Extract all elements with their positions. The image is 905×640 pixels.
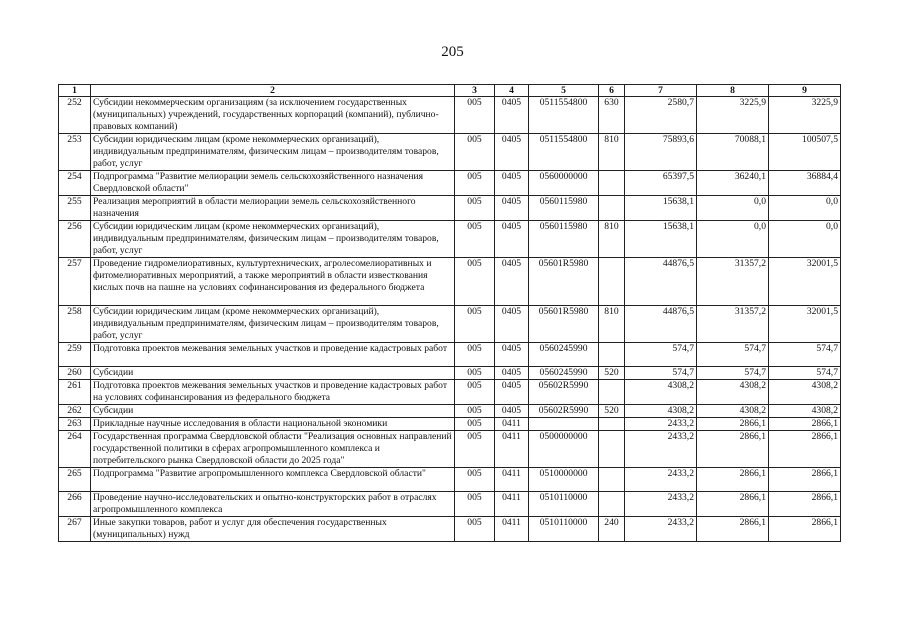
- code-expense-type: [599, 418, 625, 431]
- amount-col7: 15638,1: [625, 196, 697, 221]
- table-row: [59, 405, 841, 418]
- amount-col8: 2866,1: [697, 468, 769, 492]
- code-section: 0405: [495, 306, 529, 343]
- amount-col9: 32001,5: [769, 258, 841, 306]
- amount-col8: 2866,1: [697, 431, 769, 468]
- code-section: 0405: [495, 196, 529, 221]
- row-name: Подпрограмма "Развитие мелиорации земель сельскохозяйственного назначения Свердловской области": [91, 171, 455, 196]
- amount-col9: 4308,2: [769, 405, 841, 418]
- code-expense-type: 630: [599, 97, 625, 134]
- table-row: [59, 431, 841, 468]
- code-expense-type: [599, 343, 625, 367]
- amount-col9: 36884,4: [769, 171, 841, 196]
- amount-col9: 32001,5: [769, 306, 841, 343]
- amount-col9: 4308,2: [769, 380, 841, 405]
- row-name: Субсидии некоммерческим организациям (за исключением государственных (муниципальных) учреждений, государственных корпораций (компаний), публично-правовых компаний): [91, 97, 455, 134]
- amount-col7: 2433,2: [625, 492, 697, 517]
- code-expense-type: 810: [599, 134, 625, 171]
- amount-col9: 100507,5: [769, 134, 841, 171]
- code-section: 0405: [495, 221, 529, 258]
- row-number: 264: [59, 431, 91, 468]
- amount-col7: 574,7: [625, 343, 697, 367]
- code-expense-type: 810: [599, 221, 625, 258]
- amount-col7: 2433,2: [625, 468, 697, 492]
- code-target: 0560115980: [529, 196, 599, 221]
- budget-table: [58, 84, 841, 542]
- code-admin: 005: [455, 97, 495, 134]
- row-number: 254: [59, 171, 91, 196]
- code-expense-type: [599, 171, 625, 196]
- amount-col7: 15638,1: [625, 221, 697, 258]
- code-expense-type: 240: [599, 517, 625, 542]
- amount-col8: 574,7: [697, 367, 769, 380]
- row-number: 261: [59, 380, 91, 405]
- row-number: 266: [59, 492, 91, 517]
- code-admin: 005: [455, 258, 495, 306]
- row-number: 263: [59, 418, 91, 431]
- code-admin: 005: [455, 405, 495, 418]
- table-row: [59, 171, 841, 196]
- code-target: 05601R5980: [529, 258, 599, 306]
- table-row: [59, 97, 841, 134]
- code-section: 0405: [495, 367, 529, 380]
- row-name: Субсидии: [91, 367, 455, 380]
- code-section: 0411: [495, 418, 529, 431]
- code-admin: 005: [455, 343, 495, 367]
- amount-col9: 2866,1: [769, 492, 841, 517]
- amount-col9: 2866,1: [769, 431, 841, 468]
- row-name: Проведение научно-исследовательских и опытно-конструкторских работ в отраслях агропромышленного комплекса: [91, 492, 455, 517]
- row-name: Субсидии: [91, 405, 455, 418]
- table-row: [59, 367, 841, 380]
- code-admin: 005: [455, 196, 495, 221]
- code-target: 05602R5990: [529, 380, 599, 405]
- row-number: 267: [59, 517, 91, 542]
- code-section: 0405: [495, 380, 529, 405]
- code-admin: 005: [455, 517, 495, 542]
- code-expense-type: 520: [599, 405, 625, 418]
- amount-col8: 36240,1: [697, 171, 769, 196]
- row-number: 252: [59, 97, 91, 134]
- row-name: Прикладные научные исследования в области национальной экономики: [91, 418, 455, 431]
- code-target: 0560245990: [529, 367, 599, 380]
- amount-col8: 3225,9: [697, 97, 769, 134]
- code-expense-type: [599, 431, 625, 468]
- row-number: 256: [59, 221, 91, 258]
- code-target: [529, 418, 599, 431]
- table-row: [59, 517, 841, 542]
- amount-col8: 0,0: [697, 196, 769, 221]
- table-row: [59, 134, 841, 171]
- code-section: 0405: [495, 171, 529, 196]
- code-target: 0511554800: [529, 134, 599, 171]
- header-cell: 2: [91, 85, 455, 97]
- row-name: Иные закупки товаров, работ и услуг для обеспечения государственных (муниципальных) нужд: [91, 517, 455, 542]
- row-number: 258: [59, 306, 91, 343]
- table-row: [59, 196, 841, 221]
- code-expense-type: [599, 380, 625, 405]
- page-number: 205: [441, 44, 464, 60]
- header-cell: 6: [599, 85, 625, 97]
- code-expense-type: [599, 196, 625, 221]
- amount-col7: 2433,2: [625, 418, 697, 431]
- row-number: 253: [59, 134, 91, 171]
- code-admin: 005: [455, 380, 495, 405]
- amount-col9: 2866,1: [769, 468, 841, 492]
- row-name: Подпрограмма "Развитие агропромышленного комплекса Свердловской области": [91, 468, 455, 492]
- code-expense-type: [599, 258, 625, 306]
- amount-col7: 65397,5: [625, 171, 697, 196]
- code-target: 0560115980: [529, 221, 599, 258]
- amount-col7: 2580,7: [625, 97, 697, 134]
- row-name: Субсидии юридическим лицам (кроме некоммерческих организаций), индивидуальным предпринимателям, физическим лицам – производителям товаров, работ, услуг: [91, 306, 455, 343]
- code-target: 05601R5980: [529, 306, 599, 343]
- amount-col9: 0,0: [769, 221, 841, 258]
- amount-col8: 2866,1: [697, 418, 769, 431]
- amount-col9: 2866,1: [769, 517, 841, 542]
- code-admin: 005: [455, 418, 495, 431]
- code-section: 0411: [495, 492, 529, 517]
- code-expense-type: [599, 468, 625, 492]
- code-target: 05602R5990: [529, 405, 599, 418]
- code-target: 0510110000: [529, 492, 599, 517]
- header-cell: 7: [625, 85, 697, 97]
- code-section: 0405: [495, 405, 529, 418]
- table-row: [59, 221, 841, 258]
- row-number: 255: [59, 196, 91, 221]
- table-row: [59, 492, 841, 517]
- row-number: 257: [59, 258, 91, 306]
- amount-col9: 574,7: [769, 343, 841, 367]
- code-target: 0511554800: [529, 97, 599, 134]
- amount-col9: 0,0: [769, 196, 841, 221]
- code-admin: 005: [455, 492, 495, 517]
- amount-col8: 70088,1: [697, 134, 769, 171]
- code-admin: 005: [455, 468, 495, 492]
- code-admin: 005: [455, 306, 495, 343]
- amount-col7: 44876,5: [625, 306, 697, 343]
- amount-col9: 3225,9: [769, 97, 841, 134]
- header-cell: 8: [697, 85, 769, 97]
- header-cell: 3: [455, 85, 495, 97]
- amount-col9: 2866,1: [769, 418, 841, 431]
- code-section: 0411: [495, 517, 529, 542]
- row-name: Субсидии юридическим лицам (кроме некоммерческих организаций), индивидуальным предпринимателям, физическим лицам – производителям товаров, работ, услуг: [91, 221, 455, 258]
- amount-col7: 75893,6: [625, 134, 697, 171]
- amount-col8: 31357,2: [697, 258, 769, 306]
- row-name: Государственная программа Свердловской области "Реализация основных направлений государственной политики в сферах агропромышленного комплекса и потребительского рынка Свердловской области до 2025 года": [91, 431, 455, 468]
- code-target: 0500000000: [529, 431, 599, 468]
- amount-col8: 31357,2: [697, 306, 769, 343]
- header-cell: 4: [495, 85, 529, 97]
- code-admin: 005: [455, 134, 495, 171]
- code-target: 0560000000: [529, 171, 599, 196]
- code-expense-type: [599, 492, 625, 517]
- row-name: Проведение гидромелиоративных, культуртехнических, агролесомелиоративных и фитомелиоративных мероприятий, а также мероприятий в области известкования кислых почв на пашне на условиях софинансирования из федерального бюджета: [91, 258, 455, 306]
- amount-col8: 4308,2: [697, 405, 769, 418]
- code-expense-type: 520: [599, 367, 625, 380]
- amount-col7: 2433,2: [625, 517, 697, 542]
- row-number: 260: [59, 367, 91, 380]
- header-cell: 5: [529, 85, 599, 97]
- row-number: 262: [59, 405, 91, 418]
- amount-col9: 574,7: [769, 367, 841, 380]
- row-name: Субсидии юридическим лицам (кроме некоммерческих организаций), индивидуальным предпринимателям, физическим лицам – производителям товаров, работ, услуг: [91, 134, 455, 171]
- code-expense-type: 810: [599, 306, 625, 343]
- code-section: 0405: [495, 134, 529, 171]
- table-row: [59, 306, 841, 343]
- code-admin: 005: [455, 367, 495, 380]
- amount-col8: 574,7: [697, 343, 769, 367]
- row-name: Подготовка проектов межевания земельных участков и проведение кадастровых работ на условиях софинансирования из федерального бюджета: [91, 380, 455, 405]
- code-section: 0411: [495, 431, 529, 468]
- code-admin: 005: [455, 431, 495, 468]
- amount-col7: 574,7: [625, 367, 697, 380]
- code-section: 0411: [495, 468, 529, 492]
- row-number: 259: [59, 343, 91, 367]
- amount-col8: 2866,1: [697, 492, 769, 517]
- row-name: Реализация мероприятий в области мелиорации земель сельскохозяйственного назначения: [91, 196, 455, 221]
- amount-col7: 2433,2: [625, 431, 697, 468]
- code-section: 0405: [495, 97, 529, 134]
- table-row: [59, 380, 841, 405]
- code-target: 0510110000: [529, 517, 599, 542]
- code-admin: 005: [455, 171, 495, 196]
- code-section: 0405: [495, 258, 529, 306]
- table-row: [59, 418, 841, 431]
- amount-col8: 4308,2: [697, 380, 769, 405]
- code-section: 0405: [495, 343, 529, 367]
- amount-col8: 2866,1: [697, 517, 769, 542]
- amount-col7: 4308,2: [625, 405, 697, 418]
- amount-col7: 44876,5: [625, 258, 697, 306]
- table-row: [59, 258, 841, 306]
- amount-col8: 0,0: [697, 221, 769, 258]
- code-target: 0510000000: [529, 468, 599, 492]
- header-cell: 9: [769, 85, 841, 97]
- amount-col7: 4308,2: [625, 380, 697, 405]
- row-number: 265: [59, 468, 91, 492]
- row-name: Подготовка проектов межевания земельных участков и проведение кадастровых работ: [91, 343, 455, 367]
- header-row: [59, 85, 841, 97]
- code-admin: 005: [455, 221, 495, 258]
- header-cell: 1: [59, 85, 91, 97]
- table-row: [59, 343, 841, 367]
- table-row: [59, 468, 841, 492]
- code-target: 0560245990: [529, 343, 599, 367]
